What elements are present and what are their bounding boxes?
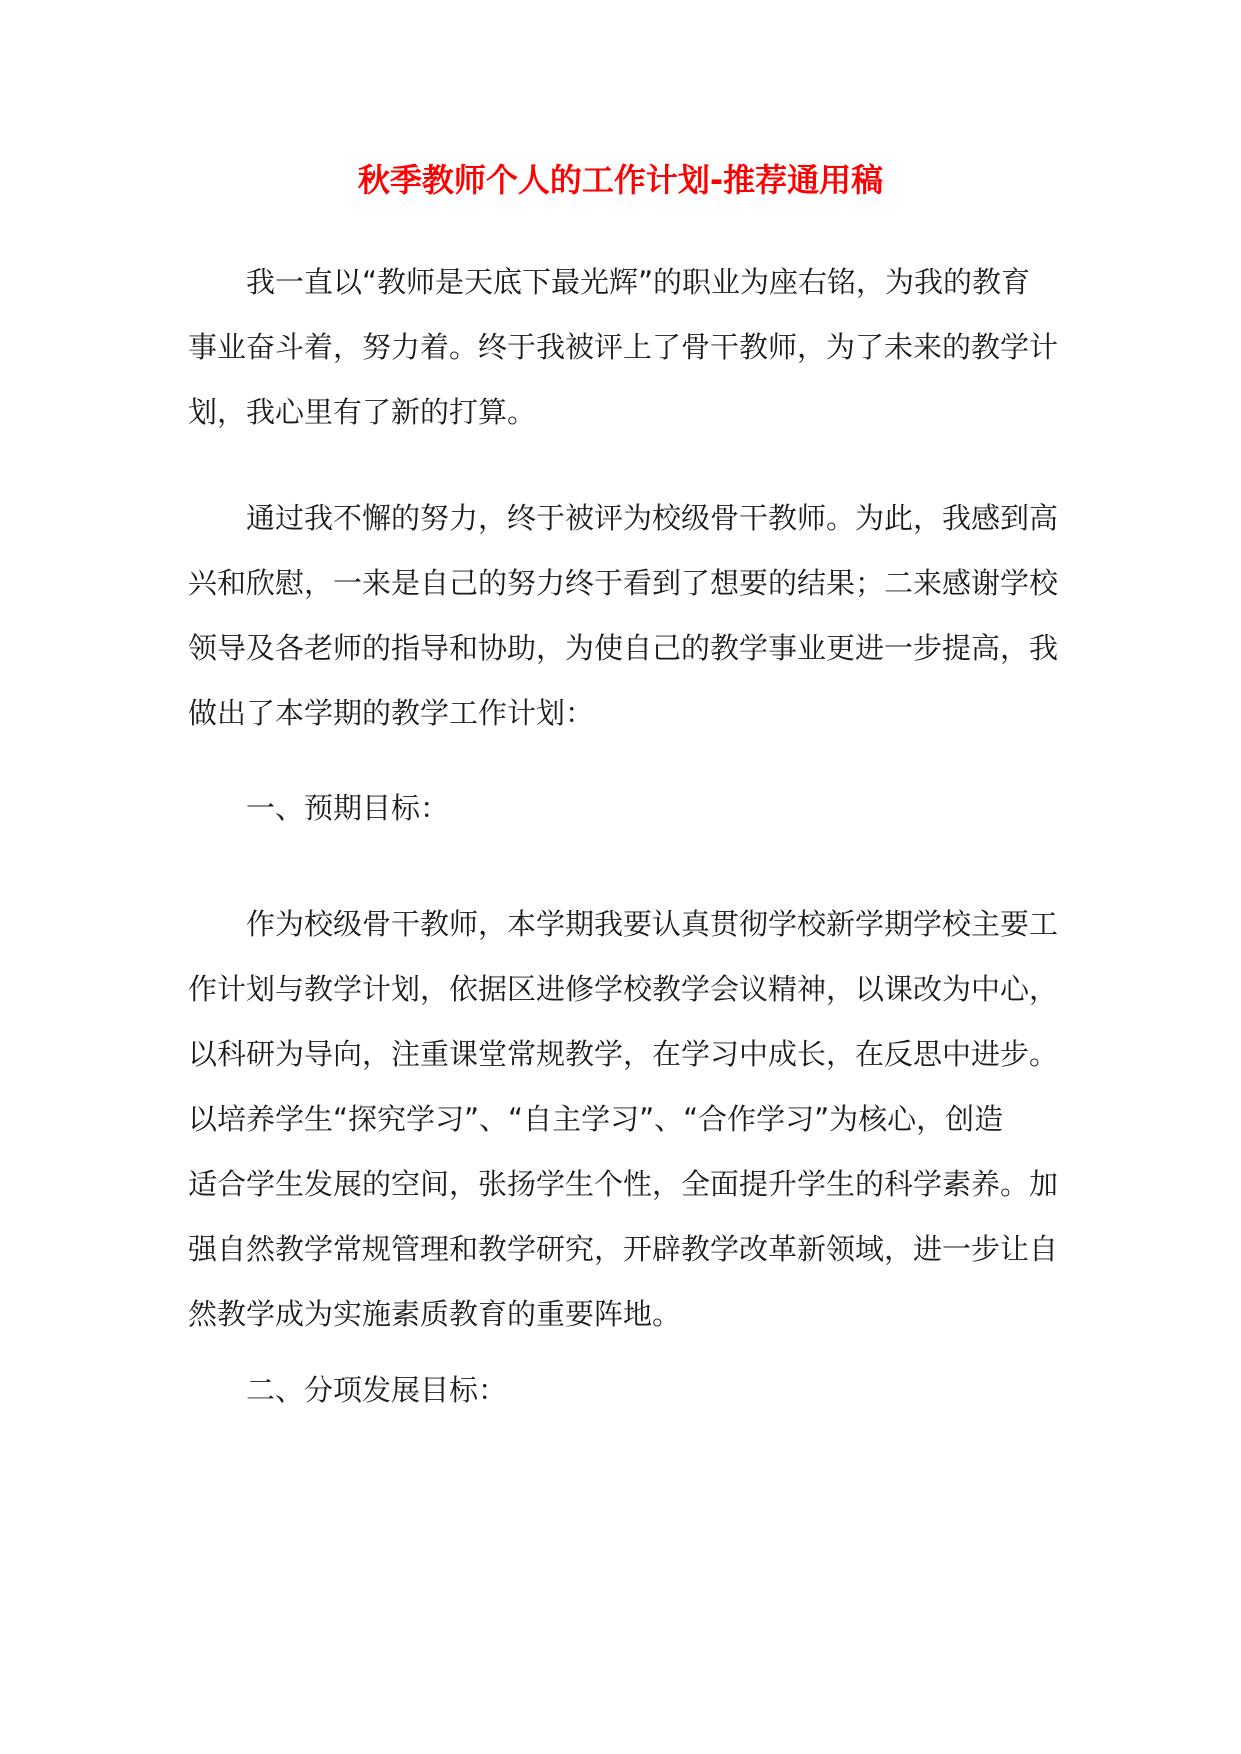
paragraph-line: 做出了本学期的教学工作计划：: [188, 696, 595, 730]
paragraph-intro: [188, 250, 1058, 445]
paragraph-line: 划，我心里有了新的打算。: [188, 395, 537, 429]
document-title: 秋季教师个人的工作计划-推荐通用稿: [357, 161, 884, 199]
paragraph-line: 以科研为导向，注重课堂常规教学，在学习中成长，在反思中进步。: [188, 1037, 1059, 1071]
paragraph-line: 适合学生发展的空间，张扬学生个性，全面提升学生的科学素养。加: [188, 1167, 1059, 1201]
section-heading-expected-goals: 一、预期目标：: [246, 791, 450, 825]
paragraph-line: 以培养学生“探究学习”、“自主学习”、“合作学习”为核心，创造: [188, 1102, 1004, 1136]
paragraph-goals: [188, 892, 1058, 1347]
paragraph-line: 强自然教学常规管理和教学研究，开辟教学改革新领域，进一步让自: [188, 1232, 1059, 1266]
paragraph-line: 然教学成为实施素质教育的重要阵地。: [188, 1297, 682, 1331]
paragraph-line: 领导及各老师的指导和协助，为使自己的教学事业更进一步提高，我: [188, 631, 1059, 665]
paragraph-line: 兴和欣慰，一来是自己的努力终于看到了想要的结果；二来感谢学校: [188, 566, 1059, 600]
paragraph-line: 作计划与教学计划，依据区进修学校教学会议精神，以课改为中心，: [188, 972, 1059, 1006]
paragraph-line: 作为校级骨干教师，本学期我要认真贯彻学校新学期学校主要工: [246, 907, 1059, 941]
paragraph-line: 事业奋斗着，努力着。终于我被评上了骨干教师，为了未来的教学计: [188, 330, 1059, 364]
paragraph-line: 我一直以“教师是天底下最光辉”的职业为座右铭，为我的教育: [246, 265, 1031, 299]
paragraph-background: [188, 486, 1058, 746]
section-heading-sub-goals: 二、分项发展目标：: [246, 1373, 508, 1407]
paragraph-line: 通过我不懈的努力，终于被评为校级骨干教师。为此，我感到高: [246, 501, 1059, 535]
